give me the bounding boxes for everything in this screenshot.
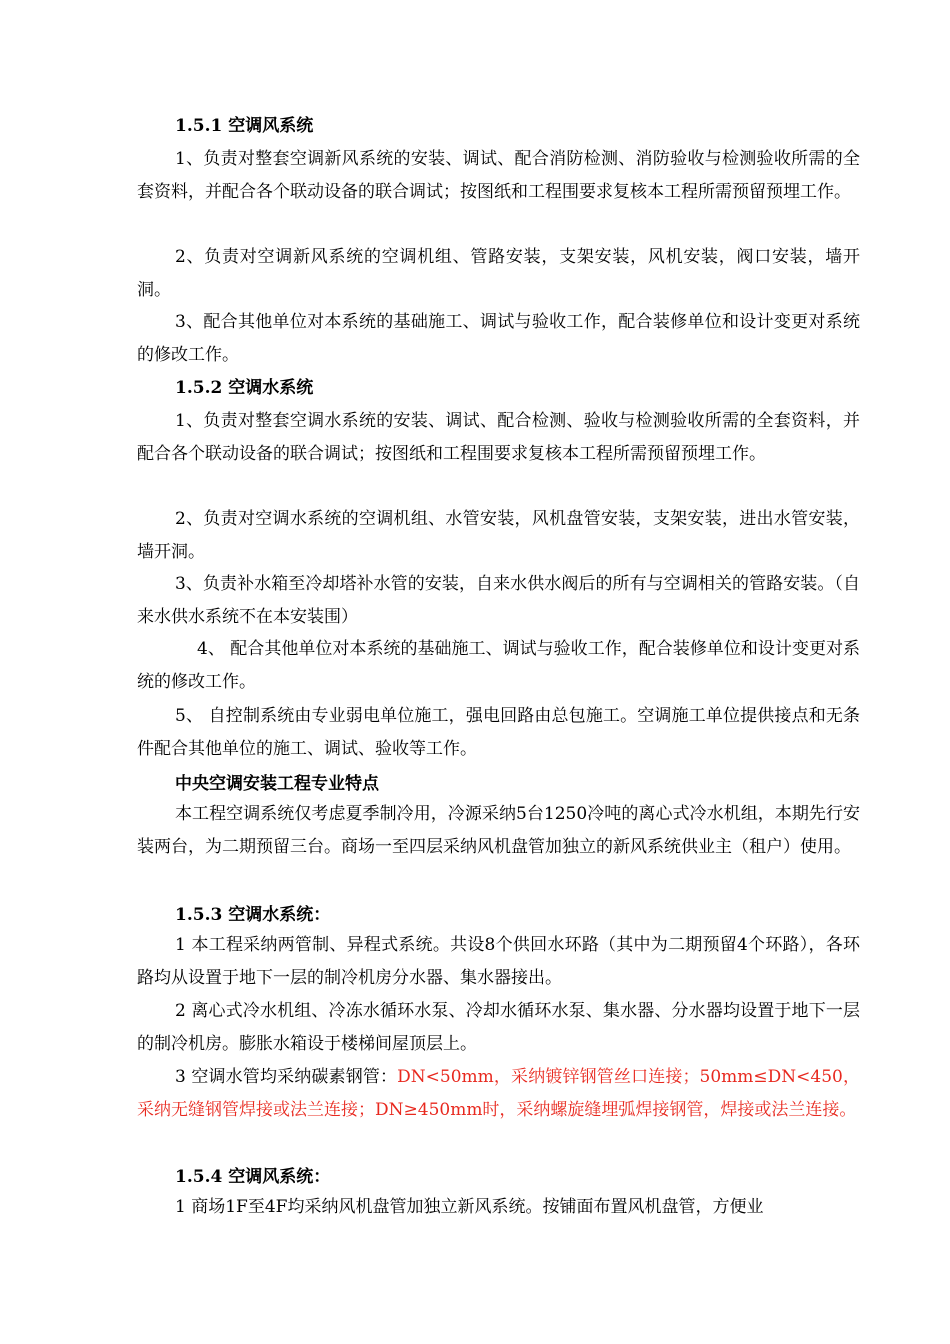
section-1-5-1-paragraph-3: 3、配合其他单位对本系统的基础施工、调试与验收工作，配合装修单位和设计变更对系统的修改工作。 — [137, 312, 860, 365]
feature-heading: 中央空调安装工程专业特点 — [175, 774, 379, 794]
section-1-5-3-paragraph-2: 2 离心式冷水机组、冷冻水循环水泵、冷却水循环水泵、集水器、分水器均设置于地下一层的制冷机房。膨胀水箱设于楼梯间屋顶层上。 — [137, 1001, 860, 1054]
section-1-5-2-paragraph-2: 2、负责对空调水系统的空调机组、水管安装，风机盘管安装，支架安装，进出水管安装，墙开洞。 — [137, 509, 860, 562]
section-1-5-2-heading: 1.5.2 空调水系统 — [175, 378, 314, 398]
section-1-5-3-paragraph-3 — [137, 1061, 860, 1126]
pipe-spec-highlight: DN<50mm，采纳镀锌钢管丝口连接；50mm≤DN<450，采纳无缝钢管焊接或法兰连接；DN≥450mm时，采纳螺旋缝埋弧焊接钢管，焊接或法兰连接。 — [137, 1067, 860, 1120]
section-1-5-2-paragraph-1: 1、负责对整套空调水系统的安装、调试、配合检测、验收与检测验收所需的全套资料，并配合各个联动设备的联合调试；按图纸和工程围要求复核本工程所需预留预埋工作。 — [137, 411, 860, 464]
section-1-5-3-paragraph-1: 1 本工程采纳两管制、异程式系统。共设8个供回水环路（其中为二期预留4个环路），各环路均从设置于地下一层的制冷机房分水器、集水器接出。 — [137, 935, 860, 988]
section-1-5-2-paragraph-5: 5、 自控制系统由专业弱电单位施工，强电回路由总包施工。空调施工单位提供接点和无条件配合其他单位的施工、调试、验收等工作。 — [137, 706, 860, 759]
section-1-5-1-paragraph-2: 2、负责对空调新风系统的空调机组、管路安装，支架安装，风机安装，阀口安装，墙开洞。 — [137, 247, 860, 300]
feature-paragraph: 本工程空调系统仅考虑夏季制冷用，冷源采纳5台1250冷吨的离心式冷水机组，本期先行安装两台，为二期预留三台。商场一至四层采纳风机盘管加独立的新风系统供业主（租户）使用。 — [137, 804, 860, 857]
pipe-material-intro: 3 空调水管均采纳碳素钢管： — [175, 1067, 398, 1087]
section-1-5-1-heading: 1.5.1 空调风系统 — [175, 116, 314, 136]
section-1-5-2-paragraph-4: 4、 配合其他单位对本系统的基础施工、调试与验收工作，配合装修单位和设计变更对系统的修改工作。 — [137, 639, 860, 692]
section-1-5-4-paragraph-1: 1 商场1F至4F均采纳风机盘管加独立新风系统。按铺面布置风机盘管，方便业 — [175, 1197, 764, 1217]
section-1-5-4-heading: 1.5.4 空调风系统： — [175, 1167, 331, 1187]
section-1-5-3-heading: 1.5.3 空调水系统： — [175, 905, 331, 925]
section-1-5-1-paragraph-1: 1、负责对整套空调新风系统的安装、调试、配合消防检测、消防验收与检测验收所需的全套资料，并配合各个联动设备的联合调试；按图纸和工程围要求复核本工程所需预留预埋工作。 — [137, 149, 860, 202]
section-1-5-2-paragraph-3: 3、负责补水箱至冷却塔补水管的安装，自来水供水阀后的所有与空调相关的管路安装。（自来水供水系统不在本安装围） — [137, 574, 860, 627]
